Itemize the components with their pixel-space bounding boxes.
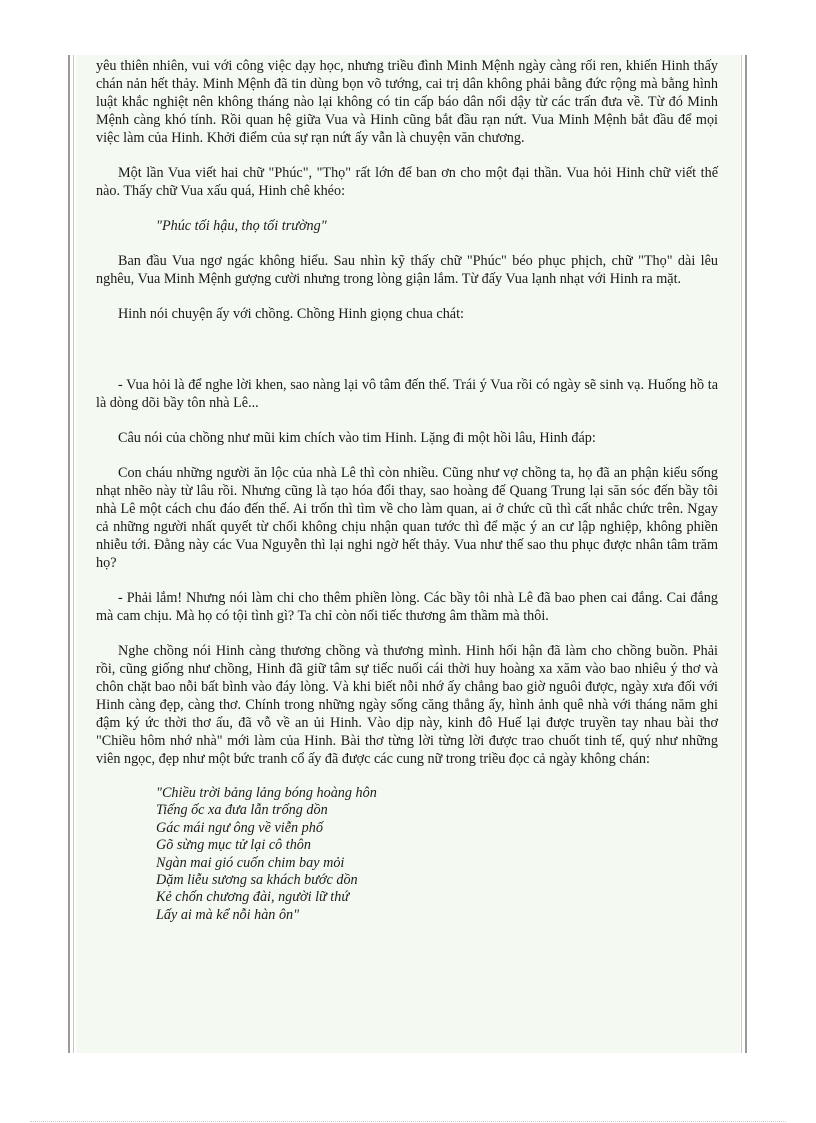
paragraph: Con cháu những người ăn lộc của nhà Lê thì còn nhiều. Cũng như vợ chồng ta, họ đã an phận kiểu sống nhạt nhẽo này từ lâu rồi. Nhưng cũng là tạo hóa đổi thay, sao hoàng đế Quang Trung lại săn sóc đến bầy tôi nhà Lê một cách chu đáo đến thế. Ai trốn thì tìm về cho làm quan, ai ở chức cũ thì cất nhắc chức trên. Ngay cả những người nhất quyết từ chối không chịu nhận quan tước thì để mặc ý an cư lập nghiệp, không phiền nhiễu tới. Đằng này các Vua Nguyễn thì lại nghi ngờ hết thảy. Vua như thế sao thu phục được nhân tâm trăm họ? (96, 465, 718, 571)
paragraph: Nghe chồng nói Hinh càng thương chồng và thương mình. Hinh hối hận đã làm cho chồng buồn. Phải rồi, cũng giống như chồng, Hinh đã giữ tâm sự tiếc nuối cái thời huy hoàng xa xăm vào bao nhiêu ý thơ và chôn chặt bao nỗi bất bình vào đáy lòng. Và khi biết nỗi nhớ ấy chẳng bao giờ nguôi được, ngày xưa đối với Hinh càng đẹp, càng thơ. Chính trong những ngày sống căng thẳng ấy, hình ảnh quê nhà với tháng năm ghi đậm ký ức thời thơ ấu, đã vỗ về an ủi Hinh. Vào dịp này, kinh đô Huế lại được truyền tay nhau bài thơ "Chiều hôm nhớ nhà" mới làm của Hinh. Bài thơ từng lời từng lời được trao chuốt tinh tế, quý như những viên ngọc, đẹp như một bức tranh cổ ấy đã được các cung nữ trong triều đọc cả ngày không chán: (96, 643, 718, 767)
paragraph: Một lần Vua viết hai chữ "Phúc", "Thọ" rất lớn để ban ơn cho một đại thần. Vua hỏi Hinh chữ viết thế nào. Thấy chữ Vua xấu quá, Hinh chê khéo: (96, 165, 718, 199)
poem-line: Tiếng ốc xa đưa lẫn trống dồn (156, 802, 328, 819)
dialogue-paragraph: - Vua hỏi là để nghe lời khen, sao nàng lại vô tâm đến thế. Trái ý Vua rồi có ngày sẽ sinh vạ. Huống hồ ta là dòng dõi bầy tôn nhà Lê... (96, 377, 718, 411)
document-page (76, 55, 740, 1053)
poem (96, 785, 718, 924)
poem-line: "Chiều trời bảng lảng bóng hoàng hôn (156, 785, 377, 801)
paragraph: Hinh nói chuyện ấy với chồng. Chồng Hinh giọng chua chát: (118, 306, 464, 322)
page-frame-right-border (741, 55, 747, 1053)
poem-line: Kẻ chốn chương đài, người lữ thứ (156, 889, 350, 906)
paragraph: yêu thiên nhiên, vui với công việc dạy học, nhưng triều đình Minh Mệnh ngày càng rối ren, khiến Hinh thấy chán nản hết thảy. Minh Mệnh đã tin dùng bọn võ tướng, cai trị dân không phải bằng đức rộng mà bằng hình luật khắc nghiệt nên không tháng nào lại không có tin cấp báo dân nổi dậy từ các trấn đưa về. Từ đó Minh Mệnh càng khó tính. Rồi quan hệ giữa Vua và Hinh cũng bắt đầu rạn nứt. Vua Minh Mệnh bắt đầu để mọi việc làm của Hinh. Khởi điểm của sự rạn nứt ấy vẫn là chuyện văn chương. (96, 58, 718, 146)
page-frame-left-border (68, 55, 74, 1053)
poem-line: Gác mái ngư ông về viễn phố (156, 819, 323, 836)
poem-line: Lấy ai mà kể nỗi hàn ôn" (156, 906, 300, 923)
poem-line: Gõ sừng mục tử lại cô thôn (156, 837, 311, 854)
paragraph: Ban đầu Vua ngơ ngác không hiểu. Sau nhìn kỹ thấy chữ "Phúc" béo phục phịch, chữ "Thọ" dài lêu nghêu, Vua Minh Mệnh gượng cười nhưng trong lòng giận lắm. Từ đấy Vua lạnh nhạt với Hinh ra mặt. (96, 253, 718, 287)
page-bottom-divider (30, 1121, 786, 1122)
document-body (96, 57, 718, 924)
poem-line: Dặm liễu sương sa khách bước dồn (156, 872, 358, 889)
paragraph: Câu nói của chồng như mũi kim chích vào tim Hinh. Lặng đi một hồi lâu, Hinh đáp: (118, 430, 596, 446)
quote-line: "Phúc tối hậu, thọ tối trường" (156, 218, 327, 234)
poem-line: Ngàn mai gió cuốn chim bay mỏi (156, 854, 345, 871)
dialogue-paragraph: - Phải lắm! Nhưng nói làm chi cho thêm phiền lòng. Các bầy tôi nhà Lê đã bao phen cai đắng. Cai đắng mà cam chịu. Mà họ có tội tình gì? Ta chỉ còn nối tiếc thương âm thầm mà thôi. (96, 590, 718, 624)
